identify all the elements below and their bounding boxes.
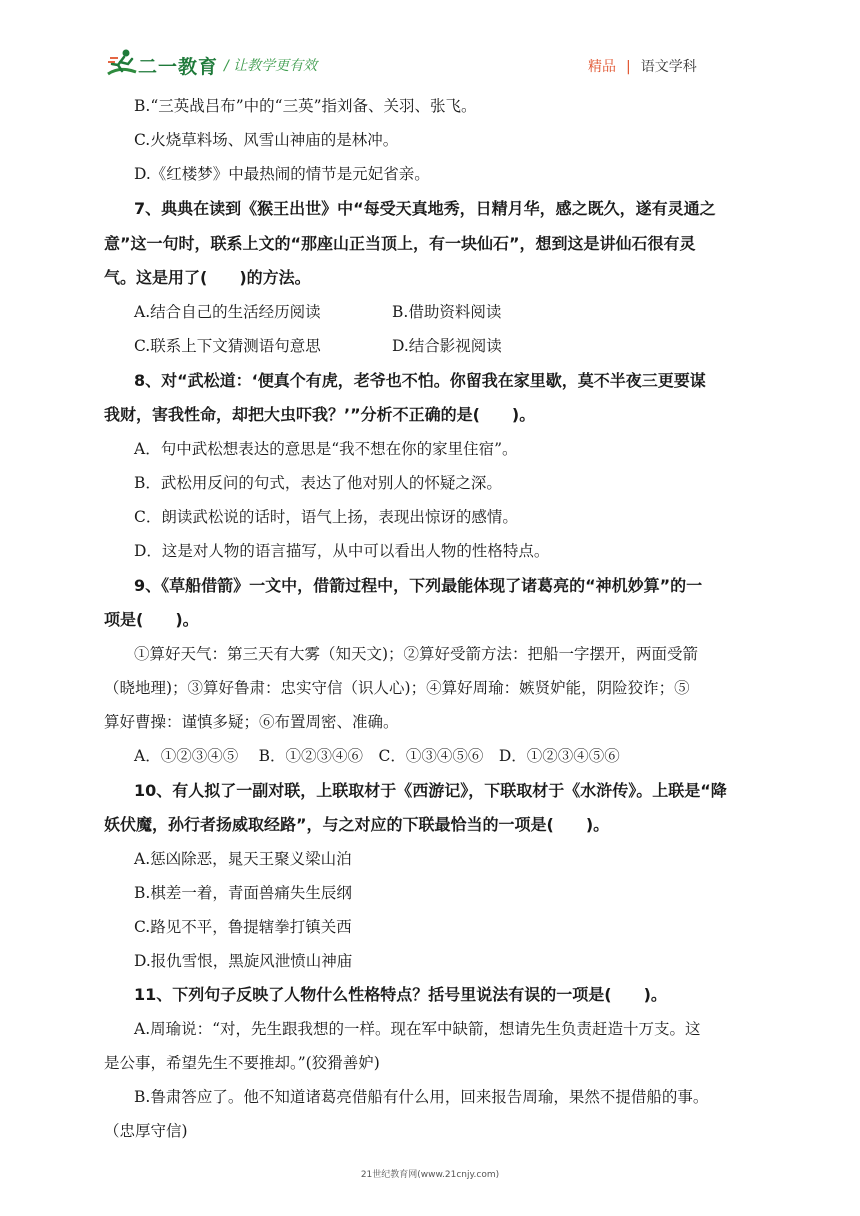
question-8-line: 8、对“武松道：‘便真个有虎，老爷也不怕。你留我在家里歇，莫不半夜三更要谋 xyxy=(134,371,706,390)
option-c: C．朗读武松说的话时，语气上扬，表现出惊讶的感情。 xyxy=(134,508,518,526)
question-10-line: 10、有人拟了一副对联，上联取材于《西游记》，下联取材于《水浒传》。上联是“降 xyxy=(134,781,727,800)
option-line: D.《红楼梦》中最热闹的情节是元妃省亲。 xyxy=(134,165,430,183)
statement-line: （晓地理)；③算好鲁肃：忠实守信（识人心)；④算好周瑜：嫉贤妒能，阴险狡诈；⑤ xyxy=(104,679,690,697)
option-c: C.联系上下文猜测语句意思 xyxy=(134,337,321,355)
question-7-line: 7、典典在读到《猴王出世》中“每受天真地秀，日精月华，感之既久，遂有灵通之 xyxy=(134,199,716,218)
question-11-line: 11、下列句子反映了人物什么性格特点？括号里说法有误的一项是( )。 xyxy=(134,985,667,1004)
option-d: D．这是对人物的语言描写，从中可以看出人物的性格特点。 xyxy=(134,542,550,560)
quality-label: 精品 xyxy=(588,59,616,75)
option-line: B.“三英战吕布”中的“三英”指刘备、关羽、张飞。 xyxy=(134,97,477,115)
option-a-cont: 是公事，希望先生不要推却。”(狡猾善妒) xyxy=(104,1054,380,1072)
question-7-line: 意”这一句时，联系上文的“那座山正当顶上，有一块仙石”，想到这是讲仙石很有灵 xyxy=(104,234,696,253)
option-b: B.棋差一着，青面兽痛失生辰纲 xyxy=(134,884,352,902)
option-b: B．武松用反问的句式，表达了他对别人的怀疑之深。 xyxy=(134,474,502,492)
subject-label: 语文学科 xyxy=(640,59,697,75)
question-9-line: 项是( )。 xyxy=(104,610,199,629)
runner-logo-icon xyxy=(106,48,140,78)
statement-line: ①算好天气：第三天有大雾（知天文)；②算好受箭方法：把船一字摆开，两面受箭 xyxy=(134,645,699,663)
slogan: / 让教学更有效 xyxy=(224,58,318,74)
option-b-cont: （忠厚守信) xyxy=(104,1122,188,1140)
option-a: A.结合自己的生活经历阅读 xyxy=(134,303,321,321)
logo-text: 二一教育 xyxy=(138,56,219,78)
option-c: C.路见不平，鲁提辖拳打镇关西 xyxy=(134,918,352,936)
option-line: C.火烧草料场、风雪山神庙的是林冲。 xyxy=(134,131,399,149)
question-9-line: 9、《草船借箭》一文中，借箭过程中，下列最能体现了诸葛亮的“神机妙算”的一 xyxy=(134,576,703,595)
header-right xyxy=(588,56,697,76)
option-a: A.周瑜说：“对，先生跟我想的一样。现在军中缺箭，想请先生负责赶造十万支。这 xyxy=(134,1020,701,1038)
question-10-line: 妖伏魔，孙行者扬威取经路”，与之对应的下联最恰当的一项是( )。 xyxy=(104,815,610,834)
statement-line: 算好曹操：谨慎多疑；⑥布置周密、准确。 xyxy=(104,713,399,731)
option-a: A．句中武松想表达的意思是“我不想在你的家里住宿”。 xyxy=(134,440,518,458)
question-8-line: 我财，害我性命，却把大虫吓我？’”分析不正确的是( )。 xyxy=(104,405,536,424)
option-b: B.鲁肃答应了。他不知道诸葛亮借船有什么用，回来报告周瑜，果然不提借船的事。 xyxy=(134,1088,709,1106)
logo xyxy=(106,48,226,78)
options-line: A．①②③④⑤ B．①②③④⑥ C．①③④⑤⑥ D．①②③④⑤⑥ xyxy=(134,747,620,765)
header-separator: | xyxy=(626,59,631,75)
option-a: A.惩凶除恶，晁天王聚义梁山泊 xyxy=(134,850,352,868)
option-d: D.结合影视阅读 xyxy=(392,337,502,355)
page-footer: 21世纪教育网(www.21cnjy.com) xyxy=(360,1170,500,1180)
option-d: D.报仇雪恨，黑旋风泄愤山神庙 xyxy=(134,952,353,970)
option-b: B.借助资料阅读 xyxy=(392,303,502,321)
page-header xyxy=(0,0,860,86)
question-7-line: 气。这是用了( )的方法。 xyxy=(104,268,311,287)
